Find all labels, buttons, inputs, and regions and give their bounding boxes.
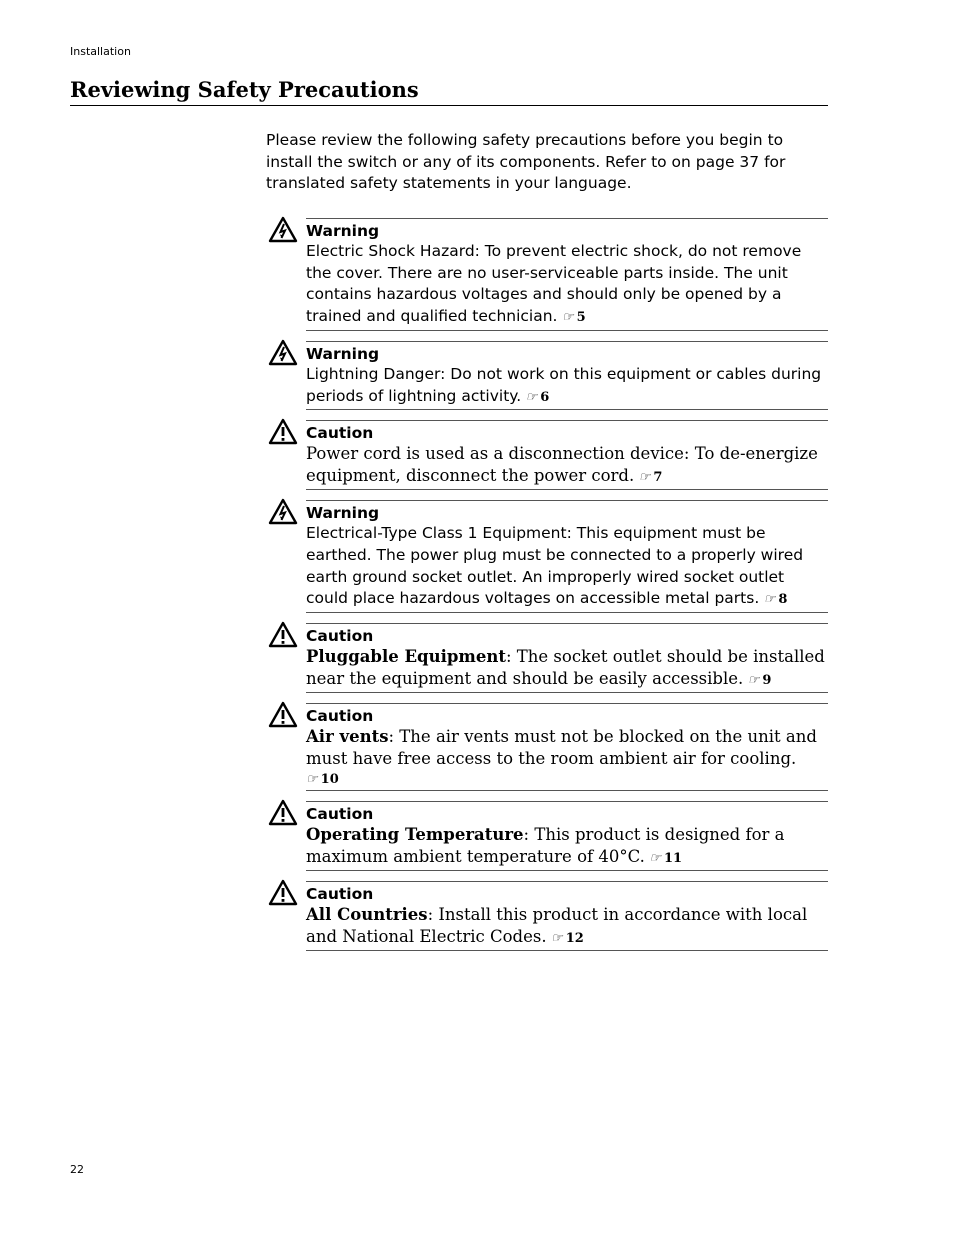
statement-reference xyxy=(526,390,550,405)
notice-text: Electrical-Type Class 1 Equipment: This equipment must be earthed. The power plug must be connected to a properly wired earth ground socket outlet. An improperly wired socket outlet could place hazardous voltages on accessible metal parts. xyxy=(306,524,804,608)
notice-term: Operating Temperature xyxy=(306,825,524,845)
notice-term: Air vents xyxy=(306,727,389,747)
pointing-hand-icon: ☞ xyxy=(561,310,573,326)
statement-reference xyxy=(639,470,663,485)
pointing-hand-icon: ☞ xyxy=(551,931,562,947)
caution-exclamation-icon xyxy=(268,621,298,648)
electric-shock-warning-icon xyxy=(268,339,298,366)
statement-number: 6 xyxy=(540,389,550,405)
pointing-hand-icon: ☞ xyxy=(638,470,650,486)
statement-number: 12 xyxy=(565,931,584,947)
running-head: Installation xyxy=(70,45,131,58)
notice-text: Electric Shock Hazard: To prevent electric shock, do not remove the cover. There are no user-serviceable parts inside. The unit contains hazardous voltages and should only be opened by a trained and qualified technician. xyxy=(306,242,802,326)
statement-reference xyxy=(562,310,586,325)
notice-type: Warning xyxy=(306,222,380,240)
statement-number: 8 xyxy=(778,592,788,608)
notice-type: Caution xyxy=(306,707,374,726)
pointing-hand-icon: ☞ xyxy=(525,389,537,405)
safety-notice xyxy=(268,881,828,951)
statement-number: 11 xyxy=(664,851,683,867)
pointing-hand-icon: ☞ xyxy=(747,673,759,689)
safety-notice xyxy=(268,420,828,490)
statement-reference xyxy=(764,592,788,607)
notice-type: Warning xyxy=(306,504,380,523)
statement-reference xyxy=(551,931,584,946)
statement-number: 7 xyxy=(653,470,663,486)
safety-notice xyxy=(268,703,828,791)
notice-type: Caution xyxy=(306,627,374,646)
pointing-hand-icon: ☞ xyxy=(763,592,775,608)
notice-type: Caution xyxy=(306,424,374,443)
notice-term: All Countries xyxy=(306,905,428,925)
statement-number: 5 xyxy=(576,310,586,326)
safety-notice xyxy=(268,623,828,693)
caution-exclamation-icon xyxy=(268,799,298,826)
safety-notice xyxy=(268,801,828,871)
safety-notice xyxy=(268,218,828,331)
notice-text: Lightning Danger: Do not work on this equipment or cables during periods of lightning activity. xyxy=(306,364,822,405)
page-title: Reviewing Safety Precautions xyxy=(70,77,828,106)
statement-number: 9 xyxy=(762,673,772,689)
pointing-hand-icon: ☞ xyxy=(649,851,660,867)
caution-exclamation-icon xyxy=(268,879,298,906)
electric-shock-warning-icon xyxy=(268,216,298,243)
notice-text: : This product is designed for a maximum ambient temperature of 40°C. xyxy=(306,825,785,867)
statement-reference xyxy=(306,772,339,787)
notice-text: : The air vents must not be blocked on the unit and must have free access to the room ambient air for cooling. xyxy=(306,727,817,769)
pointing-hand-icon: ☞ xyxy=(306,772,317,788)
statement-reference xyxy=(649,851,682,866)
statement-reference xyxy=(748,673,772,688)
intro-paragraph: Please review the following safety precautions before you begin to install the switch or any of its components. Refer to on page 37 for translated safety statements in your language. xyxy=(266,131,786,192)
notice-type: Caution xyxy=(306,805,374,824)
safety-notice xyxy=(268,341,828,410)
notice-text: : Install this product in accordance with local and National Electric Codes. xyxy=(306,905,808,947)
safety-notice xyxy=(268,500,828,613)
notice-term: Pluggable Equipment xyxy=(306,647,506,667)
notice-text: Power cord is used as a disconnection device: To de-energize equipment, disconnect the power cord. xyxy=(306,444,818,486)
caution-exclamation-icon xyxy=(268,701,298,728)
notice-type: Caution xyxy=(306,885,374,904)
statement-number: 10 xyxy=(320,772,339,788)
safety-notices xyxy=(268,218,828,951)
notice-type: Warning xyxy=(306,344,380,363)
notice-text: : The socket outlet should be installed near the equipment and should be easily accessible. xyxy=(306,647,825,689)
page-number: 22 xyxy=(70,1163,84,1176)
caution-exclamation-icon xyxy=(268,418,298,445)
electric-shock-warning-icon xyxy=(268,498,298,525)
